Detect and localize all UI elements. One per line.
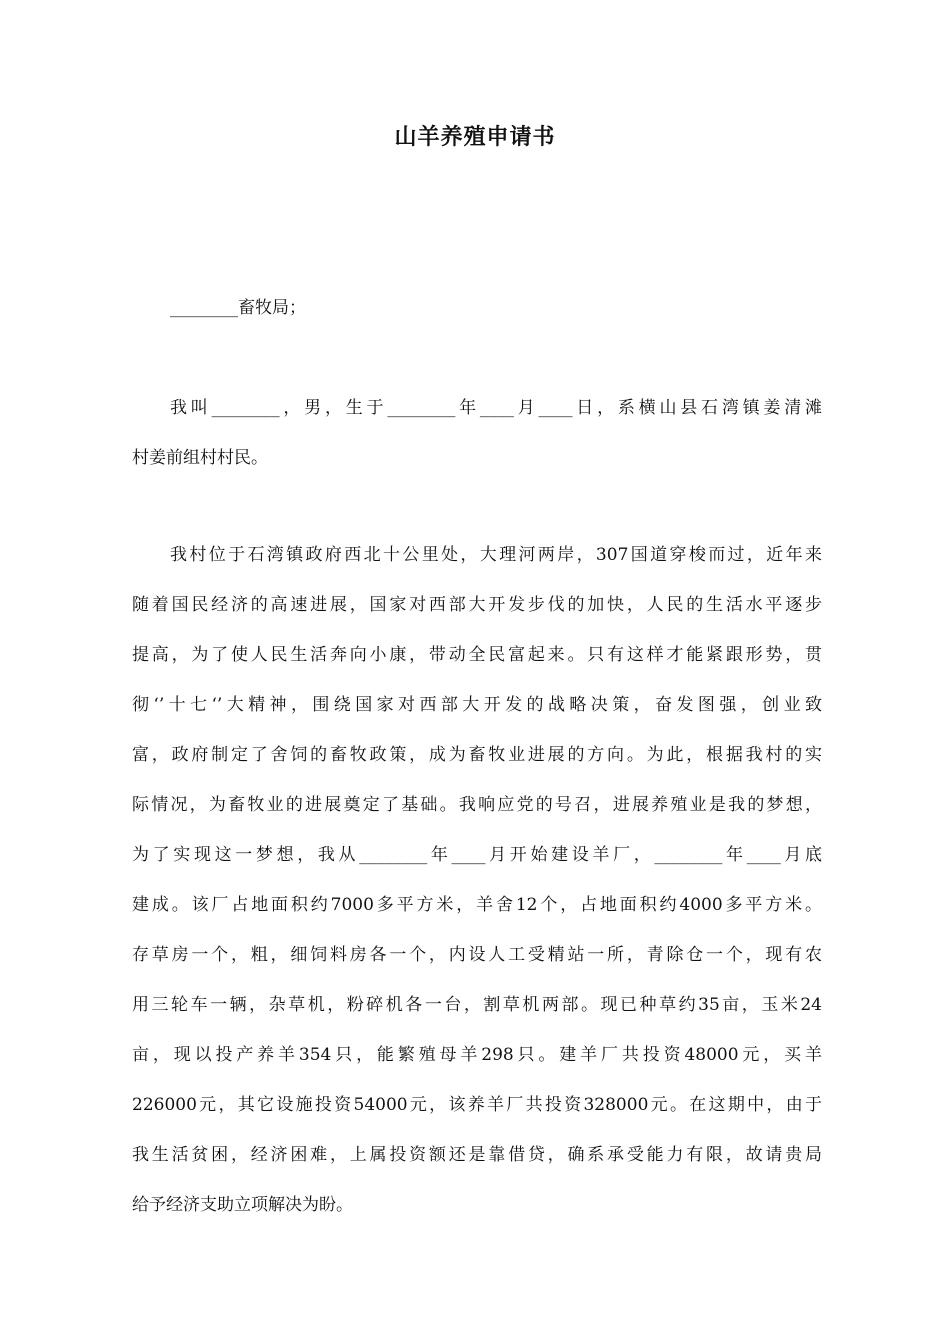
- paragraph-line: 富，政府制定了舍饲的畜牧政策，成为畜牧业进展的方向。为此，根据我村的实: [132, 745, 822, 765]
- paragraph-personal-info: [132, 383, 822, 483]
- document-title: 山羊养殖申请书: [394, 125, 556, 150]
- addressee-line: ________畜牧局；: [170, 298, 306, 318]
- paragraph-line: 存草房一个，粗，细饲料房各一个，内设人工受精站一所，青除仓一个，现有农: [132, 945, 822, 965]
- paragraph-line: 我生活贫困，经济困难，上属投资额还是靠借贷，确系承受能力有限，故请贵局: [132, 1145, 822, 1165]
- paragraph-line: 我村位于石湾镇政府西北十公里处，大理河两岸，307国道穿梭而过，近年来: [170, 545, 822, 565]
- paragraph-line: 我叫________，男，生于________年____月____日，系横山县石湾镇姜清滩: [170, 398, 822, 418]
- paragraph-line: 随着国民经济的高速进展，国家对西部大开发步伐的加快，人民的生活水平逐步: [132, 595, 822, 615]
- paragraph-line: 村姜前组村村民。: [132, 448, 268, 468]
- paragraph-line: 际情况，为畜牧业的进展奠定了基础。我响应党的号召，进展养殖业是我的梦想，: [132, 795, 822, 815]
- paragraph-line: 226000元，其它设施投资54000元，该养羊厂共投资328000元。在这期中，由于: [132, 1095, 822, 1115]
- paragraph-farm-description: [132, 530, 822, 1230]
- paragraph-line: 用三轮车一辆，杂草机，粉碎机各一台，割草机两部。现已种草约35亩，玉米24: [132, 995, 822, 1015]
- paragraph-line: 为了实现这一梦想，我从________年____月开始建设羊厂，________年____月底: [132, 845, 822, 865]
- paragraph-line: 亩，现以投产养羊354只，能繁殖母羊298只。建羊厂共投资48000元，买羊: [132, 1045, 822, 1065]
- paragraph-line: 提高，为了使人民生活奔向小康，带动全民富起来。只有这样才能紧跟形势，贯: [132, 645, 822, 665]
- paragraph-line: 彻‘’十七‘’大精神，围绕国家对西部大开发的战略决策，奋发图强，创业致: [132, 695, 822, 715]
- paragraph-line: 给予经济支助立项解决为盼。: [132, 1195, 353, 1215]
- paragraph-line: 建成。该厂占地面积约7000多平方米，羊舍12个，占地面积约4000多平方米。: [132, 895, 822, 915]
